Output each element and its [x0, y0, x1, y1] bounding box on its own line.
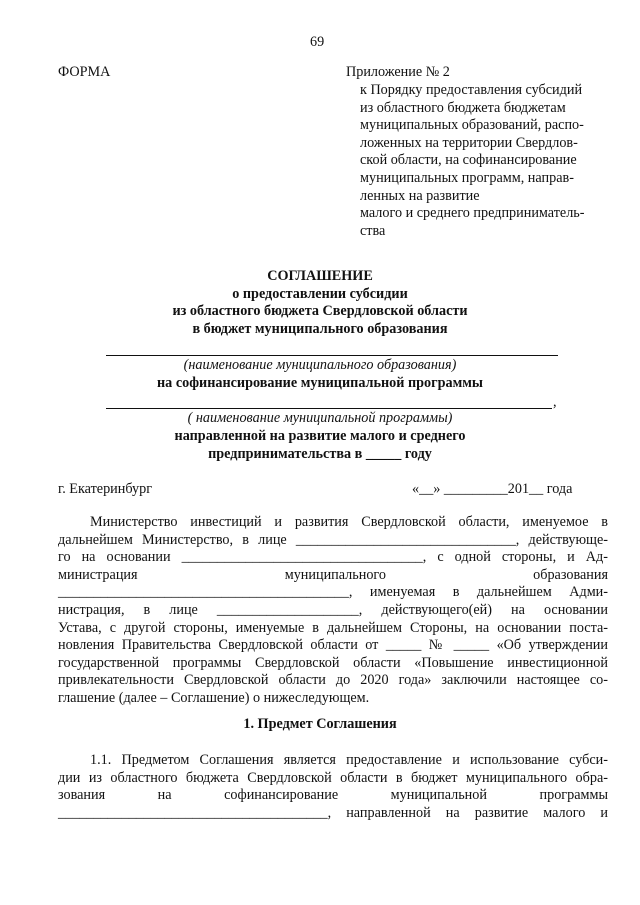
paragraph-line: Устава, с другой стороны, именуемые в дальнейшем Стороны, на основании поста-: [58, 619, 608, 636]
paragraph-line: нистрация, в лице ____________________, действующего(ей) на основании: [58, 601, 608, 618]
appendix-line: малого и среднего предприниматель-: [360, 205, 585, 222]
appendix-line: муниципальных программ, направ-: [360, 169, 574, 186]
appendix-line: из областного бюджета бюджетам: [360, 99, 566, 116]
paragraph-line: зования на софинансирование муниципальной программы: [58, 787, 608, 804]
appendix-line: ской области, на софинансирование: [360, 152, 577, 169]
directed-line-2: предпринимательства в _____ году: [208, 446, 432, 462]
paragraph-line: глашение (далее – Соглашение) о нижеследующем.: [58, 689, 370, 706]
program-blank-comma: ,: [553, 394, 557, 410]
municipality-caption: (наименование муниципального образования): [183, 357, 457, 373]
preamble-paragraph: [58, 514, 608, 708]
place: г. Екатеринбург: [58, 481, 153, 497]
appendix-block: [360, 82, 585, 240]
paragraph-line: дальнейшем Министерство, в лице _______________________________, действующе-: [58, 531, 608, 548]
appendix-line: к Порядку предоставления субсидий: [360, 82, 583, 98]
heading-line: о предоставлении субсидии: [232, 285, 408, 302]
paragraph-line: ______________________________________, направленной на развитие малого и: [58, 804, 608, 821]
subject-paragraph: [58, 752, 608, 822]
appendix-line: ства: [360, 222, 386, 239]
appendix-line: ленных на развитие: [360, 187, 480, 204]
directed-line-1: направленной на развитие малого и среднего: [174, 428, 466, 444]
agreement-date: «__» _________201__ года: [412, 481, 573, 497]
cofinancing-line: на софинансирование муниципальной программы: [157, 375, 483, 391]
paragraph-line: государственной программы Свердловской области «Повышение инвестиционной: [58, 654, 608, 671]
heading-line: из областного бюджета Свердловской области: [172, 303, 468, 320]
section-1-title: 1. Предмет Соглашения: [243, 716, 397, 732]
appendix-line: муниципальных образований, распо-: [360, 117, 584, 134]
paragraph-line: 1.1. Предметом Соглашения является предоставление и использование субси-: [90, 752, 608, 768]
paragraph-line: привлекательности Свердловской области до 2020 года» заключили настоящее со-: [58, 672, 608, 689]
agreement-title: СОГЛАШЕНИЕ: [267, 268, 373, 284]
paragraph-line: министрация муниципального образования: [58, 566, 608, 583]
appendix-line: ложенных на территории Свердлов-: [360, 134, 578, 151]
paragraph-line: _________________________________________, именуемая в дальнейшем Адми-: [58, 584, 608, 601]
program-caption: ( наименование муниципальной программы): [187, 410, 453, 426]
agreement-heading: [0, 268, 640, 338]
municipality-name-blank: [106, 355, 558, 356]
appendix-title: Приложение № 2: [346, 64, 450, 80]
paragraph-line: новления Правительства Свердловской области от _____ № _____ «Об утверждении: [58, 637, 608, 654]
form-label: ФОРМА: [58, 64, 111, 80]
paragraph-line: дии из областного бюджета Свердловской области в бюджет муниципального обра-: [58, 769, 608, 786]
paragraph-line: го на основании __________________________________, с одной стороны, и Ад-: [58, 549, 608, 566]
paragraph-line: Министерство инвестиций и развития Свердловской области, именуемое в: [90, 514, 608, 530]
heading-line: в бюджет муниципального образования: [192, 320, 448, 337]
program-name-blank: [106, 408, 552, 409]
page-number: 69: [310, 34, 325, 50]
